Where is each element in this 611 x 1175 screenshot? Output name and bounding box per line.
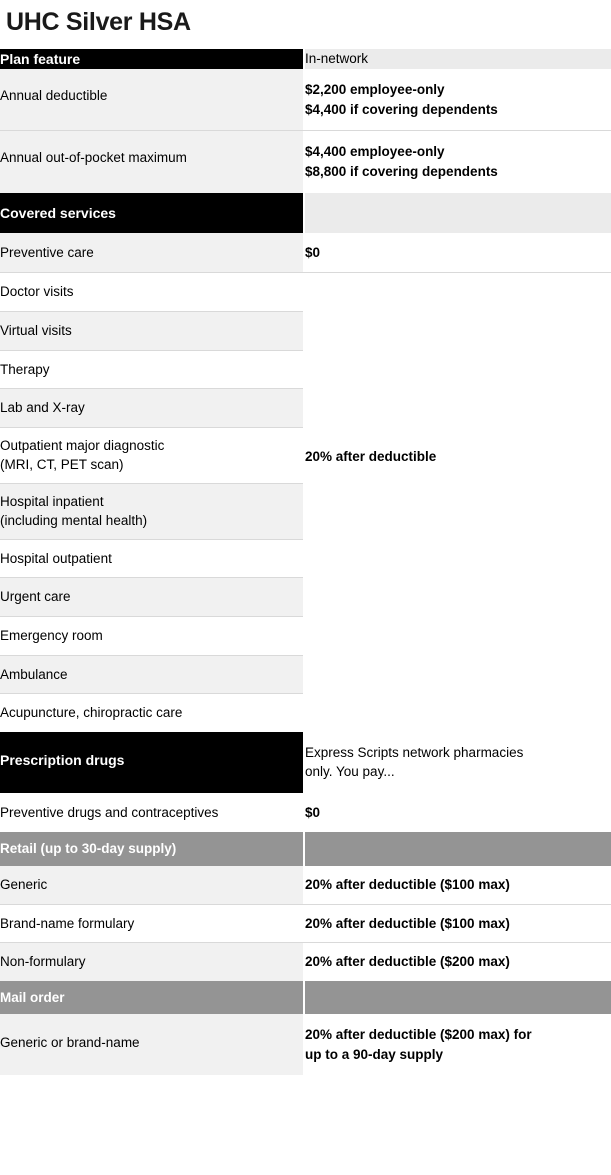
table-header-row [0, 49, 611, 69]
prescription-drugs-header: Prescription drugs [0, 732, 304, 793]
header-in-network: In-network [304, 49, 611, 69]
covered-services-header-spacer [304, 193, 611, 233]
benefits-page [0, 8, 611, 1175]
retail-header: Retail (up to 30-day supply) [0, 832, 304, 866]
table-row [0, 943, 611, 981]
mail-order-header-spacer [304, 981, 611, 1015]
row-label-acupuncture-chiropractic: Acupuncture, chiropractic care [0, 694, 304, 732]
annual-deductible-value-line2: $4,400 if covering dependents [305, 101, 498, 117]
section-header-mail-order [0, 981, 611, 1015]
mail-order-value-line1: 20% after deductible ($200 max) for [305, 1027, 532, 1043]
annual-oop-max-value-line2: $8,800 if covering dependents [305, 163, 498, 179]
row-label-lab-and-xray: Lab and X-ray [0, 389, 304, 427]
row-label-annual-deductible: Annual deductible [0, 69, 304, 130]
row-label-emergency-room: Emergency room [0, 617, 304, 655]
table-row [0, 273, 611, 311]
coinsurance-value: 20% after deductible [304, 273, 611, 731]
retail-non-formulary-value: 20% after deductible ($200 max) [304, 943, 611, 981]
row-label-non-formulary: Non-formulary [0, 943, 304, 981]
prescription-drugs-note-line1: Express Scripts network pharmacies [305, 744, 524, 760]
table-row [0, 905, 611, 943]
retail-header-spacer [304, 832, 611, 866]
table-row [0, 1014, 611, 1075]
header-plan-feature: Plan feature [0, 49, 304, 69]
prescription-drugs-note-line2: only. You pay... [305, 764, 395, 780]
mail-order-value-line2: up to a 90-day supply [305, 1046, 444, 1062]
row-label-generic-or-brand-name: Generic or brand-name [0, 1014, 304, 1075]
row-label-preventive-care: Preventive care [0, 233, 304, 273]
annual-deductible-value-line1: $2,200 employee-only [305, 82, 445, 98]
section-header-covered-services [0, 193, 611, 233]
preventive-care-value: $0 [304, 233, 611, 273]
hospital-inpatient-line1: Hospital inpatient [0, 493, 104, 509]
table-row [0, 131, 611, 192]
row-label-doctor-visits: Doctor visits [0, 273, 304, 311]
row-label-ambulance: Ambulance [0, 656, 304, 694]
annual-oop-max-value-line1: $4,400 employee-only [305, 144, 445, 160]
section-header-retail [0, 832, 611, 866]
table-row [0, 69, 611, 130]
benefits-table [0, 49, 611, 1075]
hospital-inpatient-line2: (including mental health) [0, 513, 148, 529]
retail-generic-value: 20% after deductible ($100 max) [304, 866, 611, 904]
row-label-hospital-outpatient: Hospital outpatient [0, 540, 304, 578]
row-label-outpatient-major-diagnostic [0, 428, 304, 483]
section-header-prescription-drugs [0, 732, 611, 793]
row-label-preventive-drugs: Preventive drugs and contraceptives [0, 793, 304, 833]
row-label-therapy: Therapy [0, 351, 304, 389]
covered-services-header: Covered services [0, 193, 304, 233]
preventive-drugs-value: $0 [304, 793, 611, 833]
row-label-brand-name-formulary: Brand-name formulary [0, 905, 304, 943]
mail-order-header: Mail order [0, 981, 304, 1015]
page-footer-space [0, 1075, 611, 1175]
table-row [0, 866, 611, 904]
row-label-urgent-care: Urgent care [0, 578, 304, 616]
row-label-annual-oop-max: Annual out-of-pocket maximum [0, 131, 304, 192]
row-label-hospital-inpatient [0, 484, 304, 539]
table-row [0, 793, 611, 833]
outpatient-major-diagnostic-line2: (MRI, CT, PET scan) [0, 457, 124, 473]
table-row [0, 233, 611, 273]
row-label-generic: Generic [0, 866, 304, 904]
outpatient-major-diagnostic-line1: Outpatient major diagnostic [0, 437, 165, 453]
page-title: UHC Silver HSA [6, 8, 191, 36]
row-label-virtual-visits: Virtual visits [0, 312, 304, 350]
retail-brand-name-formulary-value: 20% after deductible ($100 max) [304, 905, 611, 943]
